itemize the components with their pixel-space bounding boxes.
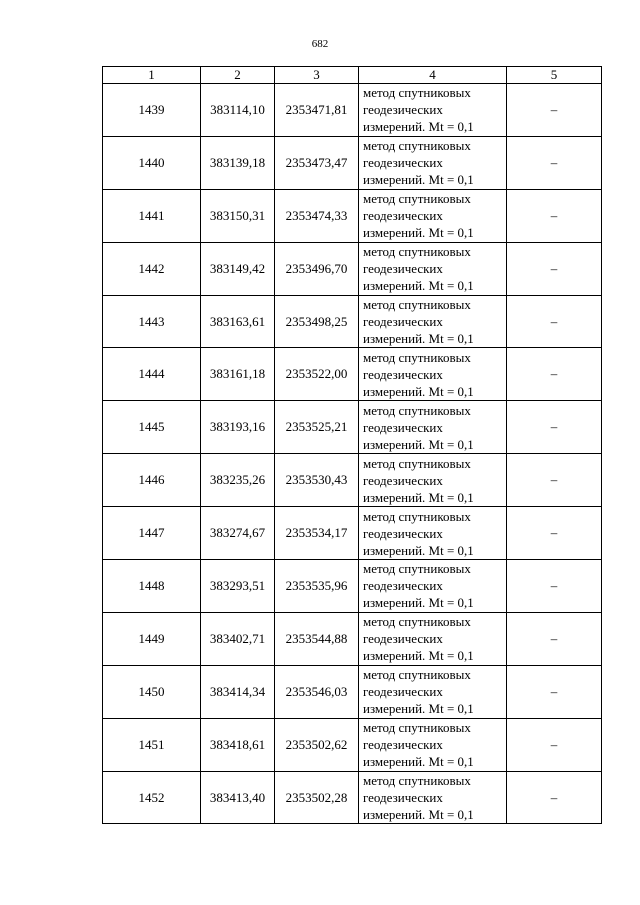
- page-number: 682: [311, 38, 329, 50]
- table-body: [103, 84, 602, 824]
- method-line: измерений. Mt = 0,1: [363, 648, 474, 664]
- method-line: измерений. Mt = 0,1: [363, 701, 474, 717]
- y-coordinate-cell: 2353546,03: [275, 665, 359, 718]
- x-coordinate-cell: 383163,61: [201, 295, 275, 348]
- method-cell: [359, 401, 507, 454]
- column-header-4: 4: [359, 67, 507, 84]
- note-cell: –: [507, 189, 602, 242]
- table-row: [103, 560, 602, 613]
- method-line: метод спутниковых: [363, 508, 471, 524]
- method-line: геодезических: [363, 419, 443, 435]
- coordinates-table: [102, 66, 602, 824]
- method-line: геодезических: [363, 578, 443, 594]
- method-line: геодезических: [363, 208, 443, 224]
- method-line: геодезических: [363, 525, 443, 541]
- note-cell: –: [507, 401, 602, 454]
- method-line: измерений. Mt = 0,1: [363, 489, 474, 505]
- method-cell: [359, 295, 507, 348]
- table-row: [103, 665, 602, 718]
- table-row: [103, 136, 602, 189]
- point-number-cell: 1446: [103, 454, 201, 507]
- note-cell: –: [507, 84, 602, 137]
- y-coordinate-cell: 2353471,81: [275, 84, 359, 137]
- y-coordinate-cell: 2353534,17: [275, 507, 359, 560]
- method-line: метод спутниковых: [363, 614, 471, 630]
- table-row: [103, 189, 602, 242]
- method-cell: [359, 348, 507, 401]
- y-coordinate-cell: 2353502,28: [275, 771, 359, 824]
- point-number-cell: 1452: [103, 771, 201, 824]
- method-line: измерений. Mt = 0,1: [363, 595, 474, 611]
- note-cell: –: [507, 348, 602, 401]
- y-coordinate-cell: 2353535,96: [275, 560, 359, 613]
- method-line: измерений. Mt = 0,1: [363, 542, 474, 558]
- method-line: измерений. Mt = 0,1: [363, 383, 474, 399]
- y-coordinate-cell: 2353474,33: [275, 189, 359, 242]
- column-header-5: 5: [507, 67, 602, 84]
- method-line: метод спутниковых: [363, 455, 471, 471]
- method-line: геодезических: [363, 261, 443, 277]
- x-coordinate-cell: 383235,26: [201, 454, 275, 507]
- point-number-cell: 1449: [103, 612, 201, 665]
- x-coordinate-cell: 383193,16: [201, 401, 275, 454]
- table-row: [103, 771, 602, 824]
- y-coordinate-cell: 2353473,47: [275, 136, 359, 189]
- point-number-cell: 1444: [103, 348, 201, 401]
- point-number-cell: 1448: [103, 560, 201, 613]
- method-cell: [359, 665, 507, 718]
- x-coordinate-cell: 383149,42: [201, 242, 275, 295]
- method-line: измерений. Mt = 0,1: [363, 807, 474, 823]
- y-coordinate-cell: 2353498,25: [275, 295, 359, 348]
- table-row: [103, 84, 602, 137]
- point-number-cell: 1439: [103, 84, 201, 137]
- note-cell: –: [507, 718, 602, 771]
- table-row: [103, 348, 602, 401]
- method-line: измерений. Mt = 0,1: [363, 172, 474, 188]
- method-cell: [359, 718, 507, 771]
- column-header-2: 2: [201, 67, 275, 84]
- table-row: [103, 242, 602, 295]
- x-coordinate-cell: 383402,71: [201, 612, 275, 665]
- method-line: измерений. Mt = 0,1: [363, 436, 474, 452]
- y-coordinate-cell: 2353544,88: [275, 612, 359, 665]
- column-header-1: 1: [103, 67, 201, 84]
- x-coordinate-cell: 383139,18: [201, 136, 275, 189]
- point-number-cell: 1442: [103, 242, 201, 295]
- x-coordinate-cell: 383413,40: [201, 771, 275, 824]
- method-cell: [359, 771, 507, 824]
- method-line: метод спутниковых: [363, 773, 471, 789]
- x-coordinate-cell: 383114,10: [201, 84, 275, 137]
- method-line: метод спутниковых: [363, 720, 471, 736]
- note-cell: –: [507, 560, 602, 613]
- column-header-3: 3: [275, 67, 359, 84]
- method-line: геодезических: [363, 631, 443, 647]
- note-cell: –: [507, 242, 602, 295]
- note-cell: –: [507, 665, 602, 718]
- method-line: измерений. Mt = 0,1: [363, 225, 474, 241]
- method-cell: [359, 454, 507, 507]
- note-cell: –: [507, 771, 602, 824]
- point-number-cell: 1443: [103, 295, 201, 348]
- method-line: измерений. Mt = 0,1: [363, 278, 474, 294]
- note-cell: –: [507, 295, 602, 348]
- method-cell: [359, 507, 507, 560]
- point-number-cell: 1450: [103, 665, 201, 718]
- method-line: метод спутниковых: [363, 349, 471, 365]
- x-coordinate-cell: 383414,34: [201, 665, 275, 718]
- method-line: геодезических: [363, 472, 443, 488]
- y-coordinate-cell: 2353502,62: [275, 718, 359, 771]
- table-header-row: [103, 67, 602, 84]
- table-row: [103, 507, 602, 560]
- method-line: метод спутниковых: [363, 138, 471, 154]
- note-cell: –: [507, 507, 602, 560]
- note-cell: –: [507, 454, 602, 507]
- method-line: геодезических: [363, 790, 443, 806]
- method-line: измерений. Mt = 0,1: [363, 754, 474, 770]
- method-line: измерений. Mt = 0,1: [363, 119, 474, 135]
- method-line: метод спутниковых: [363, 297, 471, 312]
- method-cell: [359, 189, 507, 242]
- point-number-cell: 1441: [103, 189, 201, 242]
- method-line: геодезических: [363, 102, 443, 118]
- point-number-cell: 1445: [103, 401, 201, 454]
- table-row: [103, 295, 602, 348]
- x-coordinate-cell: 383293,51: [201, 560, 275, 613]
- method-line: геодезических: [363, 155, 443, 171]
- method-line: метод спутниковых: [363, 191, 471, 207]
- x-coordinate-cell: 383150,31: [201, 189, 275, 242]
- table-row: [103, 454, 602, 507]
- table-row: [103, 718, 602, 771]
- method-line: измерений. Mt = 0,1: [363, 331, 474, 346]
- method-cell: [359, 560, 507, 613]
- note-cell: –: [507, 612, 602, 665]
- y-coordinate-cell: 2353496,70: [275, 242, 359, 295]
- point-number-cell: 1440: [103, 136, 201, 189]
- method-cell: [359, 612, 507, 665]
- y-coordinate-cell: 2353530,43: [275, 454, 359, 507]
- point-number-cell: 1447: [103, 507, 201, 560]
- note-cell: –: [507, 136, 602, 189]
- method-line: метод спутниковых: [363, 402, 471, 418]
- method-line: геодезических: [363, 366, 443, 382]
- y-coordinate-cell: 2353525,21: [275, 401, 359, 454]
- x-coordinate-cell: 383161,18: [201, 348, 275, 401]
- table-row: [103, 612, 602, 665]
- x-coordinate-cell: 383418,61: [201, 718, 275, 771]
- method-line: геодезических: [363, 737, 443, 753]
- method-cell: [359, 84, 507, 137]
- method-line: геодезических: [363, 314, 443, 329]
- method-line: метод спутниковых: [363, 85, 471, 101]
- point-number-cell: 1451: [103, 718, 201, 771]
- x-coordinate-cell: 383274,67: [201, 507, 275, 560]
- method-cell: [359, 242, 507, 295]
- method-line: геодезических: [363, 684, 443, 700]
- method-line: метод спутниковых: [363, 667, 471, 683]
- table-row: [103, 401, 602, 454]
- method-cell: [359, 136, 507, 189]
- y-coordinate-cell: 2353522,00: [275, 348, 359, 401]
- method-line: метод спутниковых: [363, 244, 471, 260]
- method-line: метод спутниковых: [363, 561, 471, 577]
